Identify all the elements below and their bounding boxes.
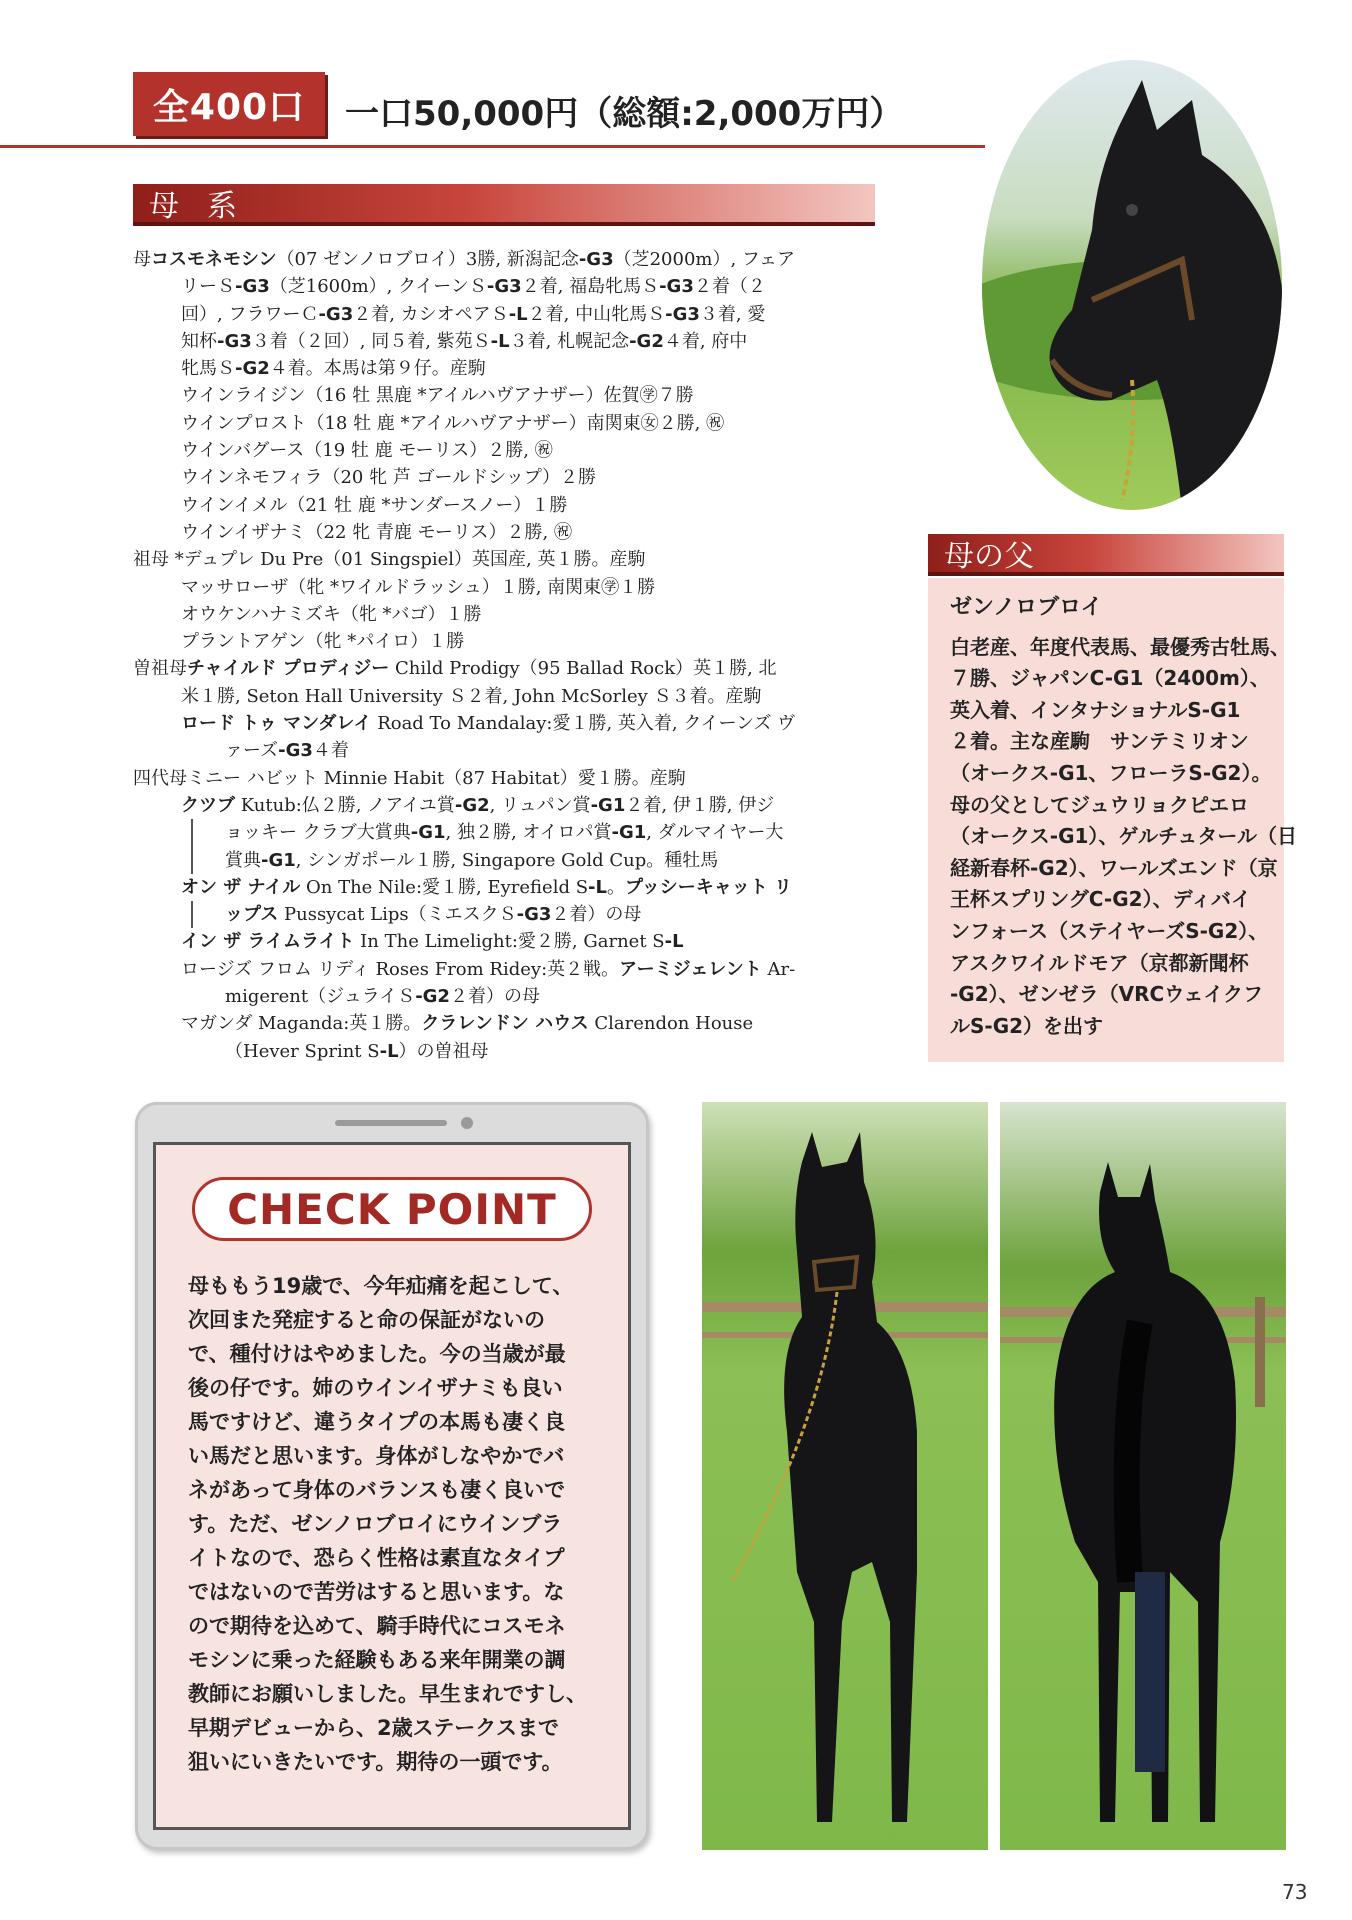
- pedigree-text: ２着, 福島牝馬Ｓ: [521, 276, 660, 298]
- pedigree-text: ４着。本馬は第９仔。産駒: [269, 358, 486, 380]
- pedigree-line: [133, 601, 875, 628]
- pedigree-bold-text: -G3: [318, 303, 354, 325]
- horse-front-photo: [702, 1102, 988, 1850]
- check-point-line: 母ももう19歳で、今年疝痛を起こして、: [188, 1274, 574, 1298]
- check-point-line: イトなので、恐らく性格は素直なタイプ: [188, 1546, 565, 1570]
- pedigree-text: Clarendon House: [588, 1013, 754, 1035]
- pedigree-text: ァーズ: [225, 740, 279, 762]
- pedigree-text: ロージズ フロム リディ Roses From Ridey:英２戦。: [181, 958, 620, 980]
- pedigree-line: [133, 765, 875, 792]
- pedigree-bold-text: -G3: [235, 276, 270, 298]
- pedigree-text: ２着）の母: [551, 904, 642, 926]
- pedigree-bold-text: -G3: [516, 904, 552, 926]
- horse-portrait-photo: [982, 60, 1282, 510]
- sire-section-title: 母の父: [928, 534, 1284, 576]
- pedigree-text: （Hever Sprint S: [225, 1040, 380, 1062]
- mother-pedigree-text: [133, 246, 875, 1065]
- check-point-line: 教師にお願いしました。早生まれですし、: [188, 1682, 587, 1706]
- pedigree-line: [133, 928, 875, 955]
- pedigree-text: migerent（ジュライＳ: [225, 986, 416, 1008]
- pedigree-bold-text: -L: [490, 330, 510, 352]
- pedigree-bold-text: ロード トゥ マンダレイ: [181, 713, 372, 735]
- pedigree-text: ２着, 伊１勝, 伊ジ: [625, 794, 775, 816]
- pedigree-line: [133, 273, 875, 300]
- pedigree-line: [191, 901, 875, 928]
- check-point-line: い馬だと思います。身体がしなやかでバ: [188, 1444, 565, 1468]
- pedigree-text: （芝2000m）, フェア: [613, 249, 796, 270]
- pedigree-line: [133, 1038, 875, 1065]
- pedigree-text: 牝馬Ｓ: [181, 358, 235, 380]
- check-point-line: 早期デビューから、2歳ステークスまで: [188, 1716, 559, 1740]
- pedigree-text: 賞典: [225, 849, 261, 871]
- price-text: 一口50,000円（総額:2,000万円）: [345, 94, 904, 134]
- pedigree-line: [133, 355, 875, 382]
- pedigree-line: [133, 655, 875, 682]
- pedigree-bold-text: -L: [508, 303, 528, 325]
- tablet-speaker: [335, 1120, 447, 1126]
- sire-description-line: ルS-G2）を出す: [950, 1013, 1104, 1038]
- pedigree-bold-text: -G2: [235, 358, 270, 380]
- pedigree-text: 回）, フラワーＣ: [181, 303, 319, 325]
- pedigree-text: ３着（２回）, 同５着, 紫苑Ｓ: [251, 330, 491, 352]
- pedigree-text: プラントアゲン（牝 *パイロ）１勝: [181, 631, 465, 653]
- pedigree-text: マガンダ Maganda:英１勝。: [181, 1013, 422, 1035]
- pedigree-bold-text: プッシーキャット リ: [624, 876, 792, 898]
- sire-description-line: アスクワイルドモア（京都新聞杯: [950, 950, 1249, 975]
- pedigree-text: （芝1600m）, クイーンＳ: [269, 276, 487, 298]
- check-point-tablet: [135, 1102, 649, 1850]
- sire-description-line: （オークス-G1）、ゲルチュタール（日: [950, 824, 1298, 849]
- sire-description-line: 白老産、年度代表馬、最優秀古牡馬、: [950, 634, 1290, 659]
- pedigree-bold-text: オン ザ ナイル: [181, 876, 301, 898]
- check-point-line: で、種付けはやめました。今の当歳が最: [188, 1342, 566, 1366]
- pedigree-text: オウケンハナミズキ（牝 *バゴ）１勝: [181, 603, 482, 625]
- share-count-badge: 全400口: [133, 72, 325, 136]
- pedigree-text: On The Nile:愛１勝, Eyrefield S: [300, 876, 589, 898]
- pedigree-bold-text: -G2: [415, 986, 450, 1008]
- pedigree-line: [133, 437, 875, 464]
- sire-description: [950, 632, 1298, 1043]
- sire-description-line: -G2）、ゼンゼラ（VRCウェイクフ: [950, 982, 1263, 1007]
- pedigree-text: Ar-: [761, 958, 796, 980]
- pedigree-bold-text: -G3: [217, 330, 252, 352]
- check-point-line: 次回また発症すると命の保証がないの: [188, 1308, 545, 1332]
- header-rule: [0, 145, 985, 148]
- pedigree-text: Kutub:仏２勝, ノアイユ賞: [235, 794, 455, 816]
- pedigree-text: Pussycat Lips（ミエスクＳ: [278, 904, 517, 926]
- pedigree-line: [133, 737, 875, 764]
- pedigree-line: [133, 410, 875, 437]
- pedigree-text: ３着, 札幌記念: [509, 330, 630, 352]
- pedigree-text: , リュパン賞: [489, 794, 591, 816]
- check-point-line: ではないので苦労はすると思います。な: [188, 1580, 565, 1604]
- pedigree-bold-text: -L: [588, 876, 607, 898]
- pedigree-bold-text: -G3: [659, 276, 694, 298]
- pedigree-line: [133, 382, 875, 409]
- pedigree-text: Child Prodigy（95 Ballad Rock）英１勝, 北: [389, 658, 777, 680]
- pedigree-line: [133, 546, 875, 573]
- pedigree-line: [133, 1010, 875, 1037]
- pedigree-text: ョッキー クラブ大賞典: [225, 822, 411, 844]
- pedigree-text: 四代母ミニー ハビット Minnie Habit（87 Habitat）愛１勝。産駒: [133, 767, 686, 789]
- pedigree-text: ４着, 府中: [663, 330, 748, 352]
- pedigree-line: [133, 492, 875, 519]
- sire-name: ゼンノロブロイ: [950, 595, 1103, 620]
- check-point-line: ネがあって身体のバランスも凄く良いで: [188, 1478, 566, 1502]
- pedigree-bold-text: ップス: [225, 904, 279, 926]
- pedigree-bold-text: -G1: [261, 849, 296, 871]
- pedigree-text: ３着, 愛: [699, 303, 766, 325]
- pedigree-line: [133, 574, 875, 601]
- pedigree-line: [133, 683, 875, 710]
- page-number: 73: [1282, 1880, 1308, 1904]
- check-point-title: CHECK POINT: [192, 1177, 592, 1241]
- pedigree-text: （07 ゼンノロブロイ）3勝, 新潟記念: [276, 249, 579, 270]
- pedigree-line: [191, 819, 875, 846]
- pedigree-text: ２着, カシオペアＳ: [353, 303, 509, 325]
- mother-section-title: 母系: [133, 184, 875, 226]
- pedigree-line: [133, 792, 875, 819]
- tablet-camera: [461, 1117, 473, 1129]
- sire-description-line: 経新春杯-G2）、ワールズエンド（京: [950, 855, 1278, 880]
- pedigree-text: Road To Mandalay:愛１勝, 英入着, クイーンズ ヴ: [371, 713, 796, 735]
- check-point-line: モシンに乗った経験もある来年開業の調: [188, 1648, 566, 1672]
- pedigree-bold-text: アーミジェレント: [619, 958, 762, 980]
- pedigree-bold-text: -G1: [611, 822, 647, 844]
- pedigree-text: ２着, 中山牝馬Ｓ: [527, 303, 666, 325]
- pedigree-bold-text: クラレンドン ハウス: [421, 1013, 589, 1035]
- pedigree-text: リーＳ: [181, 276, 235, 298]
- sire-description-line: ７勝、ジャパンC-G1（2400m）、: [950, 666, 1270, 691]
- pedigree-line: [133, 628, 875, 655]
- pedigree-line: [191, 847, 875, 874]
- pedigree-text: 曽祖母: [133, 658, 187, 680]
- pedigree-bold-text: イン ザ ライムライト: [181, 931, 355, 953]
- sire-description-line: 母の父としてジュウリョクピエロ: [950, 792, 1249, 817]
- pedigree-text: 。: [606, 876, 625, 898]
- pedigree-text: ウインイメル（21 牡 鹿 *サンダースノー）１勝: [181, 494, 568, 516]
- sire-description-line: 英入着、インタナショナルS-G1: [950, 697, 1241, 722]
- pedigree-bold-text: -G3: [486, 276, 522, 298]
- sire-info-box: [928, 578, 1298, 1062]
- pedigree-text: ウインライジン（16 牡 黒鹿 *アイルハヴアナザー）佐賀㊫７勝: [181, 385, 694, 407]
- check-point-line: ので期待を込めて、騎手時代にコスモネ: [188, 1614, 566, 1638]
- pedigree-text: 祖母 *デュプレ Du Pre（01 Singspiel）英国産, 英１勝。産駒: [133, 549, 646, 571]
- pedigree-bold-text: -L: [664, 931, 684, 953]
- pedigree-bold-text: クツブ: [181, 794, 235, 816]
- pedigree-text: ウインイザナミ（22 牝 青鹿 モーリス）２勝, ㊗: [181, 521, 572, 543]
- pedigree-bold-text: -G2: [454, 794, 490, 816]
- pedigree-text: , 独２勝, オイロパ賞: [445, 822, 612, 844]
- pedigree-line: [133, 956, 875, 983]
- pedigree-text: , シンガポール１勝, Singapore Gold Cup。種牡馬: [295, 849, 719, 871]
- sire-description-line: ンフォース（ステイヤーズS-G2）、: [950, 918, 1269, 943]
- pedigree-line: [133, 874, 875, 901]
- pedigree-line: [133, 301, 875, 328]
- pedigree-bold-text: -G1: [590, 794, 626, 816]
- sire-description-line: （オークス-G1、フローラS-G2）。: [950, 760, 1272, 785]
- check-point-comment: [188, 1269, 608, 1779]
- pedigree-bold-text: -G3: [278, 740, 313, 762]
- pedigree-bold-text: -L: [379, 1040, 399, 1062]
- pedigree-line: [133, 519, 875, 546]
- pedigree-line: [133, 464, 875, 491]
- check-point-line: 馬ですけど、違うタイプの本馬も凄く良: [188, 1410, 565, 1434]
- pedigree-text: 母: [133, 249, 151, 270]
- pedigree-bold-text: コスモネモシン: [151, 249, 277, 270]
- check-point-screen: [153, 1142, 631, 1830]
- pedigree-text: ２着）の母: [449, 986, 540, 1008]
- pedigree-text: ウインバグース（19 牡 鹿 モーリス）２勝, ㊗: [181, 440, 553, 462]
- sire-description-line: 王杯スプリングC-G2）、ディバイ: [950, 887, 1251, 912]
- pedigree-text: 知杯: [181, 330, 217, 352]
- pedigree-line: [133, 983, 875, 1010]
- pedigree-text: In The Limelight:愛２勝, Garnet S: [354, 931, 665, 953]
- sire-description-line: ２着。主な産駒 サンテミリオン: [950, 729, 1249, 754]
- pedigree-line: [133, 246, 875, 273]
- pedigree-bold-text: -G1: [410, 822, 446, 844]
- pedigree-text: ）の曽祖母: [398, 1040, 489, 1062]
- pedigree-text: 米１勝, Seton Hall University Ｓ２着, John McSorley Ｓ３着。産駒: [181, 685, 762, 707]
- pedigree-bold-text: チャイルド プロディジー: [187, 658, 390, 680]
- pedigree-text: , ダルマイヤー大: [646, 822, 784, 844]
- check-point-line: す。ただ、ゼンノロブロイにウインブラ: [188, 1512, 563, 1536]
- pedigree-bold-text: -G2: [629, 330, 664, 352]
- pedigree-bold-text: -G3: [578, 249, 614, 270]
- pedigree-bold-text: -G3: [665, 303, 700, 325]
- horse-rear-photo: [1000, 1102, 1286, 1850]
- pedigree-text: ウインプロスト（18 牡 鹿 *アイルハヴアナザー）南関東㊛２勝, ㊗: [181, 412, 725, 434]
- pedigree-line: [133, 328, 875, 355]
- pedigree-text: マッサローザ（牝 *ワイルドラッシュ）１勝, 南関東㊫１勝: [181, 576, 656, 598]
- pedigree-text: ウインネモフィラ（20 牝 芦 ゴールドシップ）２勝: [181, 467, 597, 489]
- check-point-line: 狙いにいきたいです。期待の一頭です。: [188, 1750, 563, 1774]
- pedigree-text: ４着: [312, 740, 349, 762]
- check-point-line: 後の仔です。姉のウインイザナミも良い: [188, 1376, 563, 1400]
- pedigree-text: ２着（２: [693, 276, 766, 298]
- pedigree-line: [133, 710, 875, 737]
